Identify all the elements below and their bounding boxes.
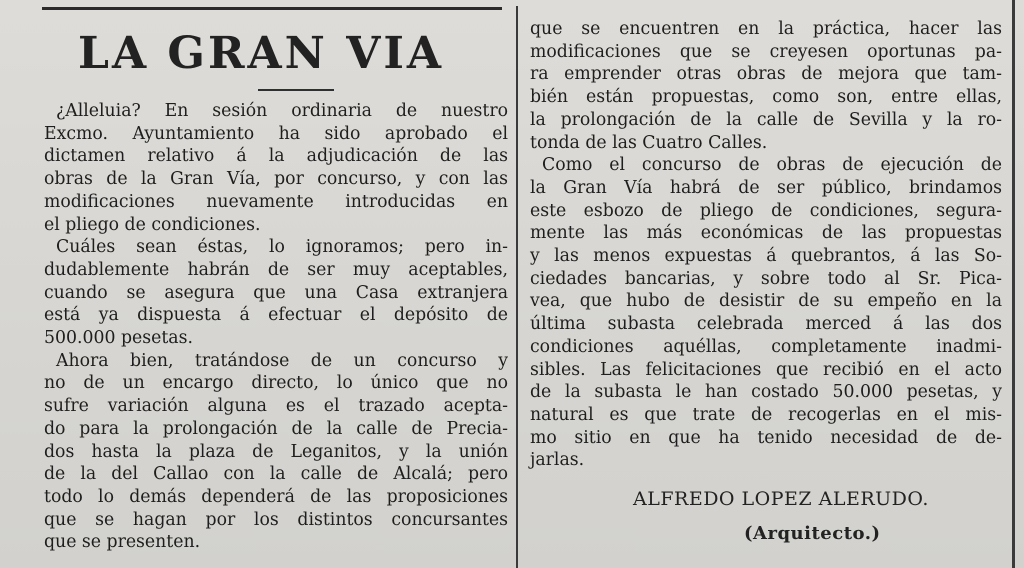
text-line: ¿Alleluia? En sesión ordinaria de nuestro bbox=[56, 101, 508, 121]
title-underline bbox=[258, 89, 334, 91]
author-role: (Arquitecto.) bbox=[744, 523, 881, 544]
text-line: Excmo. Ayuntamiento ha sido aprobado el bbox=[44, 123, 508, 144]
text-line: está ya dispuesta á efectuar el depósito de bbox=[44, 305, 508, 326]
text-line: jarlas. bbox=[530, 450, 585, 471]
text-line: mo sitio en que ha tenido necesidad de de- bbox=[530, 427, 1002, 448]
text-line: mente las más económicas de las propuestas bbox=[530, 223, 1002, 244]
text-line: dictamen relativo á la adjudicación de las bbox=[44, 146, 508, 167]
right-column-rule bbox=[1012, 0, 1015, 568]
text-line: no de un encargo directo, lo único que no bbox=[44, 373, 508, 394]
text-line: que se encuentren en la práctica, hacer las bbox=[530, 19, 1002, 39]
text-line: ciedades bancarias, y sobre todo al Sr. Pica- bbox=[530, 268, 1002, 289]
text-line: el pliego de condiciones. bbox=[44, 214, 261, 235]
text-line: que se presenten. bbox=[44, 532, 201, 553]
text-line: natural es que trate de recogerlas en el mis- bbox=[530, 404, 1002, 425]
text-line: este esbozo de pliego de condiciones, segura- bbox=[530, 200, 1002, 221]
text-line: 500.000 pesetas. bbox=[44, 328, 193, 349]
article-title: LA GRAN VIA bbox=[78, 28, 445, 79]
text-line: dos hasta la plaza de Leganitos, y la unión bbox=[44, 441, 508, 462]
text-line: modificaciones que se creyesen oportunas pa- bbox=[530, 41, 1002, 62]
text-line: Como el concurso de obras de ejecución de bbox=[542, 155, 1002, 176]
right-column bbox=[530, 18, 1002, 472]
top-rule bbox=[42, 7, 502, 10]
text-line: sibles. Las felicitaciones que recibió en el acto bbox=[530, 359, 1002, 380]
text-line: de la subasta le han costado 50.000 pesetas, y bbox=[530, 382, 1002, 403]
text-line: la Gran Vía habrá de ser público, brindamos bbox=[530, 177, 1002, 198]
text-line: que se hagan por los distintos concursantes bbox=[44, 509, 508, 530]
column-divider bbox=[516, 6, 518, 568]
text-line: sufre variación alguna es el trazado acepta- bbox=[44, 396, 508, 417]
text-line: ra emprender otras obras de mejora que tam- bbox=[530, 64, 1002, 85]
text-line: y las menos expuestas á quebrantos, á las So- bbox=[530, 246, 1002, 267]
left-column bbox=[44, 100, 508, 554]
text-line: última subasta celebrada merced á las dos bbox=[530, 314, 1002, 335]
text-line: Cuáles sean éstas, lo ignoramos; pero in- bbox=[56, 237, 508, 258]
text-line: la prolongación de la calle de Sevilla y la ro- bbox=[530, 109, 1002, 130]
text-line: de la del Callao con la calle de Alcalá; pero bbox=[44, 464, 508, 485]
text-line: condiciones aquéllas, completamente inadmi- bbox=[530, 336, 1002, 357]
text-line: do para la prolongación de la calle de Precia- bbox=[44, 418, 508, 439]
text-line: vea, que hubo de desistir de su empeño en la bbox=[530, 291, 1002, 312]
text-line: obras de la Gran Vía, por concurso, y con las bbox=[44, 169, 508, 190]
text-line: todo lo demás dependerá de las proposiciones bbox=[44, 486, 508, 507]
text-line: modificaciones nuevamente introducidas en bbox=[44, 191, 508, 212]
text-line: bién están propuestas, como son, entre ellas, bbox=[530, 87, 1002, 108]
text-line: cuando se asegura que una Casa extranjera bbox=[44, 282, 508, 303]
text-line: Ahora bien, tratándose de un concurso y bbox=[56, 350, 508, 371]
author-signature: ALFREDO LOPEZ ALERUDO. bbox=[633, 488, 929, 510]
text-line: tonda de las Cuatro Calles. bbox=[530, 132, 768, 153]
text-line: dudablemente habrán de ser muy aceptables, bbox=[44, 259, 508, 280]
